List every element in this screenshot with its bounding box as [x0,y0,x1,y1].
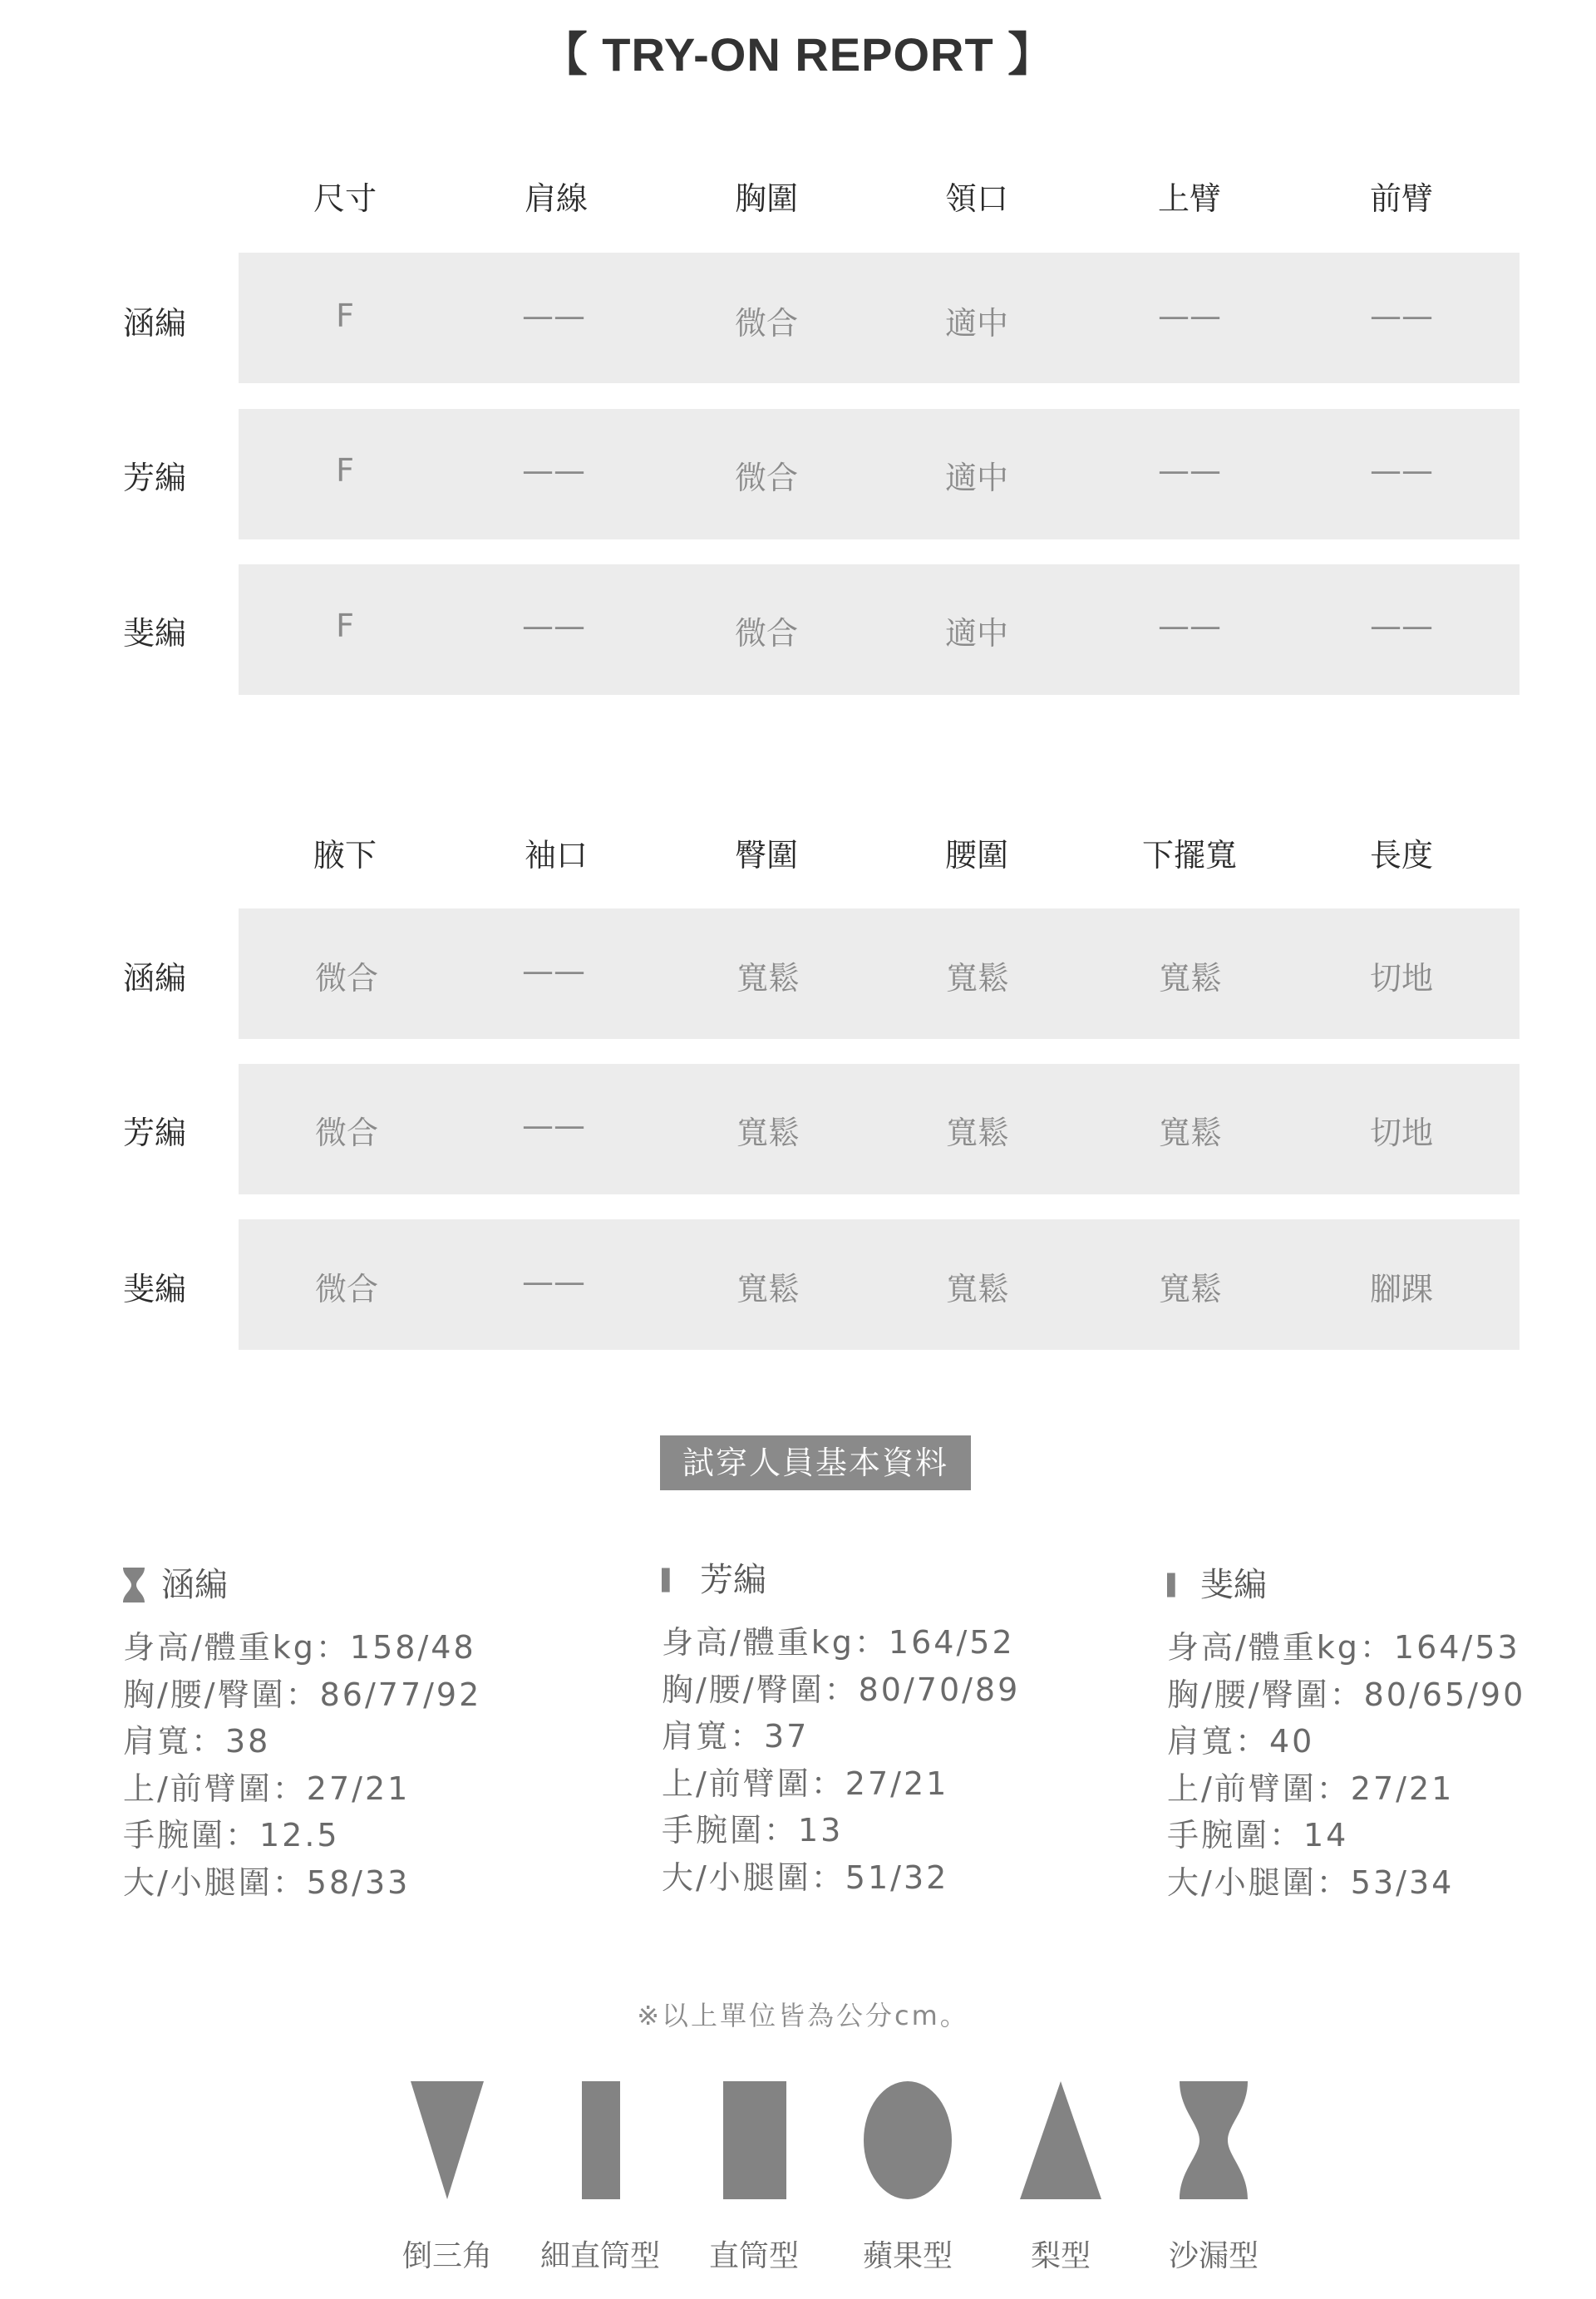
table-cell: 寬鬆 [945,960,1009,997]
table-cell: —— [522,298,585,334]
table-cell: —— [522,1107,585,1144]
table-cell: —— [522,452,585,489]
column-header: 腋下 [313,837,377,874]
table-cell: 寬鬆 [1158,1115,1222,1151]
table-cell: 寬鬆 [736,960,800,997]
row-label: 涵編 [123,960,187,997]
unit-note: ※以上單位皆為公分cm。 [637,2000,969,2031]
body-type-label: 細直筒型 [539,2239,660,2273]
body-type-label: 蘋果型 [862,2239,953,2273]
profile-card [1167,1564,1525,1906]
profile-card [123,1564,481,1906]
table-cell: —— [1158,452,1221,489]
profile-line: 肩寬：38 [123,1723,271,1760]
body-type-label: 倒三角 [401,2239,492,2273]
profile-line: 大/小腿圍：53/34 [1167,1863,1455,1901]
body-type-label: 沙漏型 [1168,2239,1259,2273]
column-header: 胸圍 [734,180,798,217]
profile-line: 身高/體重kg：164/53 [1167,1629,1520,1666]
table-cell: F [336,298,354,334]
triangle-icon [1020,2081,1101,2199]
rectangle-icon [723,2081,786,2199]
column-header: 領口 [944,180,1008,217]
table-cell: 適中 [944,460,1008,496]
profile-line: 胸/腰/臀圍：86/77/92 [123,1676,482,1713]
fit-table-upper [0,173,1596,705]
table-cell: 微合 [734,305,798,342]
profile-line: 身高/體重kg：158/48 [123,1629,476,1666]
table-cell: 微合 [734,460,798,496]
profile-name: 芳編 [700,1561,766,1599]
fit-table-lower [0,830,1596,1361]
table-cell: —— [1158,298,1221,334]
table-cell: —— [1370,298,1433,334]
column-header: 下擺寬 [1141,837,1237,874]
column-header: 臀圍 [734,837,798,874]
profile-line: 上/前臂圍：27/21 [1167,1770,1455,1807]
narrow-rectangle-icon [582,2081,620,2199]
oval-icon [864,2081,952,2199]
table-cell: 微合 [314,1115,378,1151]
rectangle-icon [1167,1568,1182,1602]
tester-info-banner: 試穿人員基本資料 [660,1435,971,1490]
table-cell: 寬鬆 [945,1115,1009,1151]
profile-line: 手腕圍：12.5 [123,1817,340,1853]
column-header: 尺寸 [313,180,377,217]
profile-name: 斐編 [1200,1566,1267,1604]
body-type-label: 直筒型 [708,2239,799,2273]
column-header: 袖口 [524,837,588,874]
column-header: 腰圍 [944,837,1008,874]
profile-line: 肩寬：37 [662,1718,810,1755]
table-cell: 適中 [944,615,1008,652]
table-cell: 寬鬆 [945,1271,1009,1307]
row-label: 斐編 [123,1271,187,1307]
row-label: 芳編 [123,1115,187,1151]
profile-line: 胸/腰/臀圍：80/65/90 [1167,1676,1526,1713]
column-header: 上臂 [1157,180,1221,217]
profile-line: 手腕圍：13 [662,1812,844,1849]
table-cell: —— [1158,608,1221,644]
table-cell: 微合 [734,615,798,652]
row-label: 斐編 [123,615,187,652]
table-cell: 微合 [314,960,378,997]
profile-line: 身高/體重kg：164/52 [662,1624,1015,1661]
body-type-label: 梨型 [1030,2239,1091,2273]
table-cell: 適中 [944,305,1008,342]
profile-card [662,1559,1020,1901]
column-header: 長度 [1369,837,1433,874]
table-cell: —— [522,608,585,644]
profile-line: 上/前臂圍：27/21 [123,1770,411,1807]
row-label: 芳編 [123,460,187,496]
profile-line: 手腕圍：14 [1167,1817,1349,1853]
report-title: 【 TRY-ON REPORT 】 [540,28,1056,81]
table-cell: 切地 [1369,1115,1433,1151]
profile-line: 肩寬：40 [1167,1723,1315,1760]
table-cell: 微合 [314,1271,378,1307]
table-cell: 寬鬆 [1158,1271,1222,1307]
table-cell: F [336,452,354,489]
profile-line: 上/前臂圍：27/21 [662,1765,949,1802]
table-cell: 寬鬆 [736,1115,800,1151]
table-cell: —— [522,953,585,989]
table-cell: —— [522,1263,585,1300]
profile-line: 大/小腿圍：51/32 [662,1858,949,1896]
table-cell: —— [1370,608,1433,644]
column-header: 肩線 [524,180,588,217]
profile-name: 涵編 [161,1566,228,1604]
table-cell: 腳踝 [1369,1271,1433,1307]
hourglass-icon [123,1568,145,1602]
profile-line: 胸/腰/臀圍：80/70/89 [662,1671,1021,1708]
table-cell: F [336,608,354,644]
row-label: 涵編 [123,305,187,342]
table-cell: 切地 [1369,960,1433,997]
table-cell: 寬鬆 [1158,960,1222,997]
table-cell: —— [1370,452,1433,489]
profile-line: 大/小腿圍：58/33 [123,1863,411,1901]
inverted-triangle-icon [411,2081,484,2199]
hourglass-icon [1180,2081,1248,2199]
table-cell: 寬鬆 [736,1271,800,1307]
rectangle-icon [662,1563,677,1597]
column-header: 前臂 [1369,180,1433,217]
